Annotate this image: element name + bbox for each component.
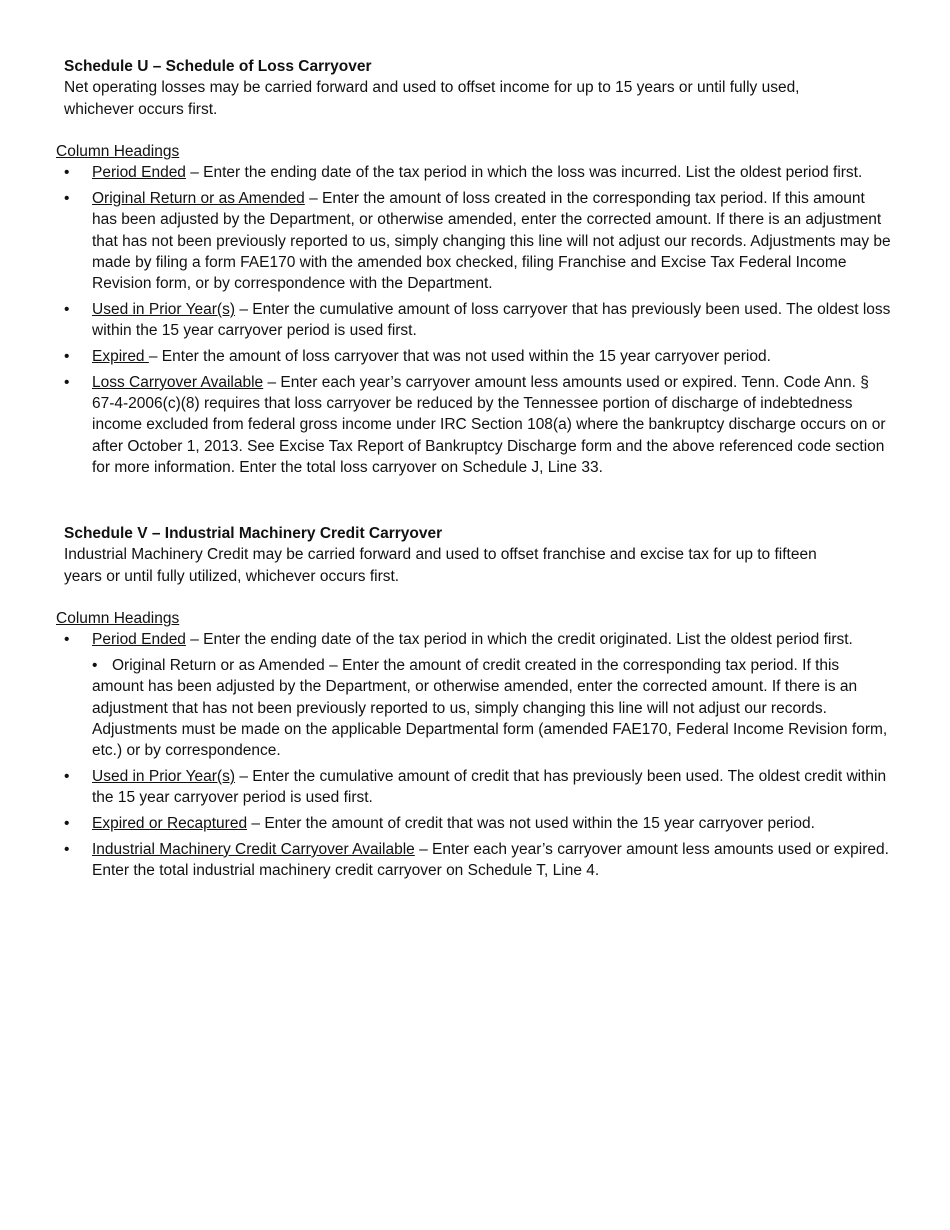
column-description: – Enter the ending date of the tax period in which the loss was incurred. List the oldest period first. bbox=[185, 164, 863, 182]
list-item bbox=[64, 162, 894, 183]
list-item bbox=[64, 839, 894, 882]
list-item bbox=[64, 813, 894, 834]
list-item bbox=[64, 346, 894, 367]
list-item bbox=[64, 629, 894, 650]
bullet-icon: • bbox=[64, 840, 70, 858]
schedule-v-intro: Industrial Machinery Credit may be carried forward and used to offset franchise and excise tax for up to fifteen years or until fully utilized, whichever occurs first. bbox=[64, 546, 817, 585]
bullet-icon: • bbox=[64, 815, 70, 833]
bullet-icon: • bbox=[92, 656, 98, 674]
schedule-v-column-list bbox=[64, 629, 894, 881]
column-description: – Enter each year’s carryover amount less amounts used or expired. Tenn. Code Ann. § 67-4-2006(c)(8) requires that loss carryover be reduced by the Tennessee portion of discharge of indebtedness income excluded from federal gross income under IRC Section 108(a) where the bankruptcy discharge occurs on or after October 1, 2013. See Excise Tax Report of Bankruptcy Discharge form and the above referenced code section for more information. Enter the total loss carryover on Schedule J, Line 33. bbox=[92, 373, 886, 477]
schedule-u-intro: Net operating losses may be carried forward and used to offset income for up to 15 years or until fully used, whichever occurs first. bbox=[64, 79, 800, 118]
column-description: – Enter the cumulative amount of loss carryover that has previously been used. The oldest loss within the 15 year carryover period is used first. bbox=[92, 300, 891, 340]
column-description: – Enter the amount of loss carryover that was not used within the 15 year carryover period. bbox=[148, 348, 771, 366]
bullet-icon: • bbox=[64, 348, 70, 366]
column-term: Expired or Recaptured bbox=[92, 815, 248, 833]
column-term: Period Ended bbox=[92, 631, 186, 649]
list-item bbox=[64, 188, 894, 294]
column-term: Used in Prior Year(s) bbox=[92, 767, 236, 785]
column-description: – Enter the amount of credit that was not used within the 15 year carryover period. bbox=[247, 815, 815, 833]
column-term: Original Return or as Amended bbox=[92, 189, 305, 207]
column-description: – Enter the ending date of the tax period in which the credit originated. List the oldest period first. bbox=[185, 631, 853, 649]
column-term: Industrial Machinery Credit Carryover Available bbox=[92, 840, 415, 858]
schedule-v-column-headings: Column Headings bbox=[56, 609, 180, 627]
bullet-icon: • bbox=[64, 373, 70, 391]
schedule-v-title: Schedule V – Industrial Machinery Credit Carryover bbox=[64, 525, 443, 542]
list-item bbox=[64, 299, 894, 342]
schedule-u-column-list bbox=[64, 162, 894, 478]
bullet-icon: • bbox=[64, 631, 70, 649]
bullet-icon: • bbox=[64, 300, 70, 318]
column-description: Original Return or as Amended – Enter the amount of credit created in the corresponding tax period. If this amount has been adjusted by the Department, or otherwise amended, enter the corrected amount. If there is an adjustment that has not been previously reported to us, simply changing this line will not adjust our records. Adjustments must be made on the applicable Departmental form (amended FAE170, Federal Income Revision form, etc.) or by correspondence. bbox=[92, 656, 888, 760]
bullet-icon: • bbox=[64, 767, 70, 785]
column-description: – Enter each year’s carryover amount less amounts used or expired. Enter the total industrial machinery credit carryover on Schedule T, Line 4. bbox=[92, 840, 889, 880]
list-item bbox=[64, 766, 894, 809]
column-description: – Enter the cumulative amount of credit that has previously been used. The oldest credit within the 15 year carryover period is used first. bbox=[92, 767, 887, 807]
column-term: Used in Prior Year(s) bbox=[92, 300, 236, 318]
schedule-u-column-headings: Column Headings bbox=[56, 142, 180, 160]
schedule-u-section bbox=[56, 56, 894, 483]
column-term: Period Ended bbox=[92, 164, 186, 182]
schedule-v-section bbox=[56, 523, 894, 886]
column-term: Expired bbox=[92, 348, 149, 366]
list-item bbox=[64, 372, 894, 478]
column-term: Loss Carryover Available bbox=[92, 373, 264, 391]
list-item bbox=[64, 655, 894, 761]
bullet-icon: • bbox=[64, 189, 70, 207]
bullet-icon: • bbox=[64, 164, 70, 182]
column-description: – Enter the amount of loss created in the corresponding tax period. If this amount has been adjusted by the Department, or otherwise amended, enter the corrected amount. If there is an adjustment that has not been previously reported to us, simply changing this line will not adjust our records. Adjustments may be made by filing a form FAE170 with the amended box checked, filing Franchise and Excise Tax Federal Income Revision form, or by correspondence with the Department. bbox=[92, 189, 891, 293]
schedule-u-title: Schedule U – Schedule of Loss Carryover bbox=[64, 58, 372, 75]
